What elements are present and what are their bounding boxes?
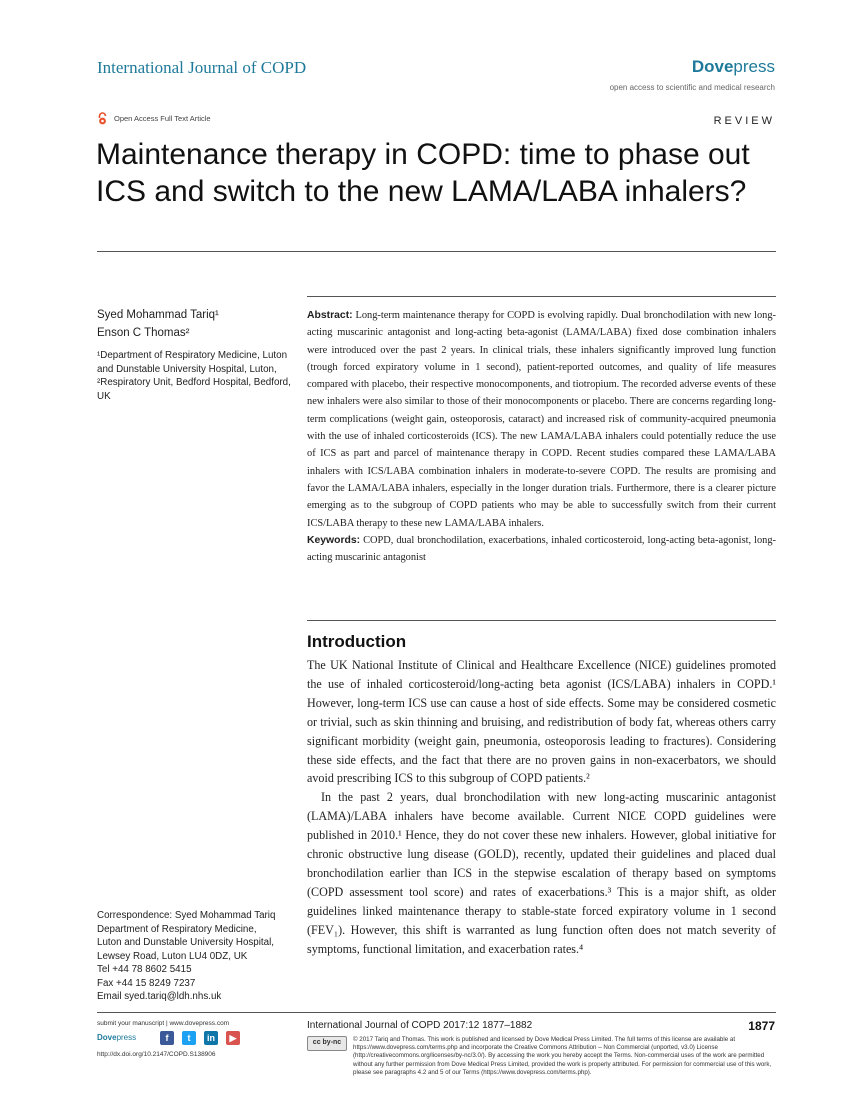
introduction-body: [307, 656, 776, 959]
correspondence-phone: Tel +44 78 8602 5415: [97, 964, 192, 975]
license-text: © 2017 Tariq and Thomas. This work is published and licensed by Dove Medical Press Limited. The full terms of this license are available at https://www.dovepress.com/terms.php and incorporate the Creative Commons Attribution – Non Commercial (unported, v3.0) License (http://creativecommons.org/licenses/by-nc/3.0/). By accessing the work you hereby accept the Terms. Non-commercial uses of the work are permitted without any further permission from Dove Medical Press Limited, provided the work is properly attributed. For permission for commercial use of this work, please see paragraphs 4.2 and 5 of our Terms (https://www.dovepress.com/terms.php).: [353, 1036, 772, 1076]
cc-license-icon[interactable]: cc by-nc: [307, 1036, 347, 1051]
publisher-logo[interactable]: [692, 57, 775, 77]
footer-dove-logo[interactable]: [97, 1033, 136, 1042]
footer-divider: [97, 1012, 776, 1013]
author-list: [97, 306, 219, 342]
social-links: [160, 1031, 240, 1045]
paragraph: The UK National Institute of Clinical and Healthcare Excellence (NICE) guidelines promoted the use of inhaled corticosteroid/long-acting beta agonist (ICS/LABA) inhalers in COPD.¹ However, long-term ICS use can cause a host of side effects. Some may be considered cosmetic or trivial, such as skin thinning and bruising, and redistribution of body fat, whereas others carry significant morbidity (weight gain, pneumonia, osteoporosis leading to fractures). Considering these side effects, and the fact that there are no proven gains in non-exacerbators, we should avoid prescribing ICS to this subgroup of COPD patients.²: [307, 658, 776, 786]
abstract-divider: [307, 296, 776, 297]
correspondence-fax: Fax +44 15 8249 7237: [97, 977, 196, 989]
publisher-suffix: press: [733, 57, 775, 76]
article-title: Maintenance therapy in COPD: time to phase out ICS and switch to the new LAMA/LABA inhalers?: [96, 138, 750, 208]
linkedin-icon[interactable]: in: [204, 1031, 218, 1045]
correspondence-line: Correspondence: Syed Mohammad Tariq: [97, 910, 276, 921]
footer-dove-brand: Dove: [97, 1033, 117, 1042]
title-divider: [97, 251, 776, 252]
youtube-icon[interactable]: ▶: [226, 1031, 240, 1045]
article-type: REVIEW: [713, 115, 775, 127]
abstract: [307, 307, 776, 566]
facebook-icon[interactable]: f: [160, 1031, 174, 1045]
affiliations: ¹Department of Respiratory Medicine, Luton and Dunstable University Hospital, Luton, ²Respiratory Unit, Bedford Hospital, Bedford, UK: [97, 350, 291, 402]
open-access-badge: [97, 112, 211, 125]
license-block: [307, 1036, 776, 1077]
correspondence-line: Luton and Dunstable University Hospital,: [97, 937, 274, 948]
submit-manuscript-link[interactable]: submit your manuscript | www.dovepress.com: [97, 1020, 230, 1027]
correspondence: [97, 909, 297, 1004]
paragraph: In the past 2 years, dual bronchodilation with new long-acting muscarinic antagonist (LAMA)/LABA inhalers have become available. Current NICE COPD guidelines were published in 2010.¹ Hence, they do not cover these new inhalers. However, global initiative for chronic obstructive lung disease (GOLD), recently, updated their guidelines and placed dual bronchodilation earlier than ICS in the stepwise escalation of therapy based on symptoms (COPD assessment tool score) and rates of exacerbations.³ This is a major shift, as older guidelines linked maintenance therapy to stable-state forced expiratory volume in 1 second (FEV₁). However, this shift is warranted as lung function often does not match severity of symptoms, functional limitation, and exacerbation rates.⁴: [307, 790, 776, 956]
doi-link[interactable]: http://dx.doi.org/10.2147/COPD.S138906: [97, 1051, 216, 1058]
section-heading-introduction: Introduction: [307, 632, 407, 651]
footer-citation: International Journal of COPD 2017:12 1877–1882: [307, 1020, 533, 1031]
keywords-label: Keywords:: [307, 534, 361, 546]
keywords-text: COPD, dual bronchodilation, exacerbations, inhaled corticosteroid, long-acting beta-agonist, long-acting muscarinic antagonist: [307, 534, 776, 564]
journal-name: International Journal of COPD: [97, 58, 307, 77]
author-2: Enson C Thomas²: [97, 327, 190, 339]
page-number: 1877: [748, 1019, 775, 1033]
correspondence-line: Department of Respiratory Medicine,: [97, 923, 257, 935]
abstract-label: Abstract:: [307, 310, 353, 321]
author-1: Syed Mohammad Tariq¹: [97, 309, 219, 321]
open-access-label: Open Access Full Text Article: [114, 114, 211, 123]
twitter-icon[interactable]: t: [182, 1031, 196, 1045]
abstract-text: Long-term maintenance therapy for COPD is evolving rapidly. Dual bronchodilation with new long-acting muscarinic antagonist and long-acting beta-agonist (LAMA/LABA) fixed dose combination inhalers were introduced over the past 2 years. In clinical trials, these inhalers significantly improved lung function (trough forced expiratory volume in 1 second), patient-reported outcomes, and quality of life measures compared with placebo, their respective monocomponents, and tiotropium. The recorded adverse events of these new inhalers were also similar to those of their monocomponents or placebo. There are concerns regarding long-term complications (weight gain, osteoporosis, cataract) and increased risk of community-acquired pneumonia with the use of inhaled corticosteroids (ICS). The new LAMA/LABA inhalers could potentially reduce the use of ICS as part and parcel of maintenance therapy in COPD. Recent studies compared these LAMA/LABA inhalers with ICS/LABA combination inhalers in moderate-to-severe COPD. The results are promising and favor the LAMA/LABA inhalers, especially in the longer duration trials. Furthermore, there is a clearer picture emerging as to the subgroup of COPD patients who may be able to successfully switch from their current ICS/LABA therapy to these new LAMA/LABA inhalers.: [307, 310, 776, 529]
correspondence-email[interactable]: Email syed.tariq@ldh.nhs.uk: [97, 991, 222, 1002]
abstract-end-divider: [307, 620, 776, 621]
open-access-icon: [97, 112, 108, 125]
correspondence-line: Lewsey Road, Luton LU4 0DZ, UK: [97, 950, 248, 962]
publisher-tagline: open access to scientific and medical research: [609, 83, 775, 92]
footer-dove-suffix: press: [116, 1033, 137, 1042]
publisher-brand: Dove: [691, 57, 734, 76]
